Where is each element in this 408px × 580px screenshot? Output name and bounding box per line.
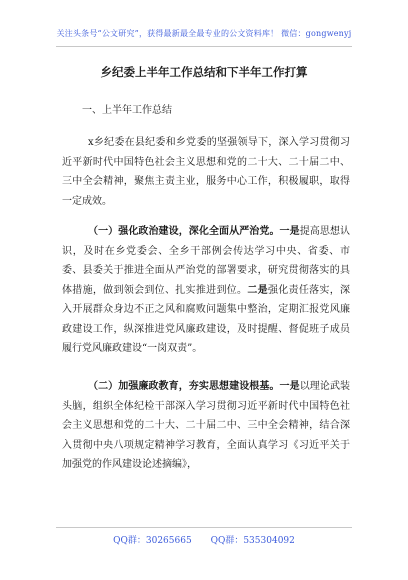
section-heading: 一、上半年工作总结 <box>82 105 172 116</box>
item1-lead2: 二是 <box>247 284 268 296</box>
intro-paragraph: x乡纪委在县纪委和乡党委的坚强领导下，深入学习贯彻习近平新时代中国特色社会主义思想和党的二十大、二十届二中、三中全会精神，聚焦主责主业，服务中心工作，积极履职，取得一定成效。 <box>62 137 350 207</box>
footer <box>0 533 408 546</box>
item2-body: 以理论武装头脑，组织全体纪检干部深入学习贯彻习近平新时代中国特色社会主义思想和党的二十大、二十届二中、三中全会精神，结合深入贯彻中央八项规定精神学习教育，全面认真学习《习近平关于加强党的作风建设论述摘编》， <box>62 381 351 470</box>
item2-heading: （二）加强廉政教育，夯实思想建设根基。 <box>88 381 280 392</box>
item2-lead: 一是 <box>279 381 300 392</box>
item1-body2: 强化责任落实，深入开展群众身边不正之风和腐败问题集中整治，定期汇报党风廉政建设工作，纵深推进党风廉政建设，及时提醒、督促班子成员履行党风廉政建设“一岗双责”。 <box>62 284 351 354</box>
header-divider <box>56 46 352 47</box>
item1-lead: 一是 <box>279 226 300 237</box>
item1-paragraph <box>62 222 350 359</box>
document-title: 乡纪委上半年工作总结和下半年工作打算 <box>100 65 308 79</box>
footer-qq-group-1: QQ群：30265665 <box>113 536 192 546</box>
footer-divider <box>56 527 352 528</box>
item2-paragraph <box>62 377 350 475</box>
footer-qq-group-2: QQ群：535304092 <box>210 536 295 546</box>
item1-heading: （一）强化政治建设，深化全面从严治党。 <box>88 226 280 237</box>
item1-body: 提高思想认识，及时在乡党委会、全乡干部例会传达学习中央、省委、市委、县委关于推进全面从严治党的部署要求，研究贯彻落实的具体措施，做到领会到位、扎实推进到位。 <box>62 226 351 296</box>
header-banner: 关注头条号“公文研究”，获得最新最全最专业的公文资料库！ 微信：gongwenyj <box>56 29 352 38</box>
